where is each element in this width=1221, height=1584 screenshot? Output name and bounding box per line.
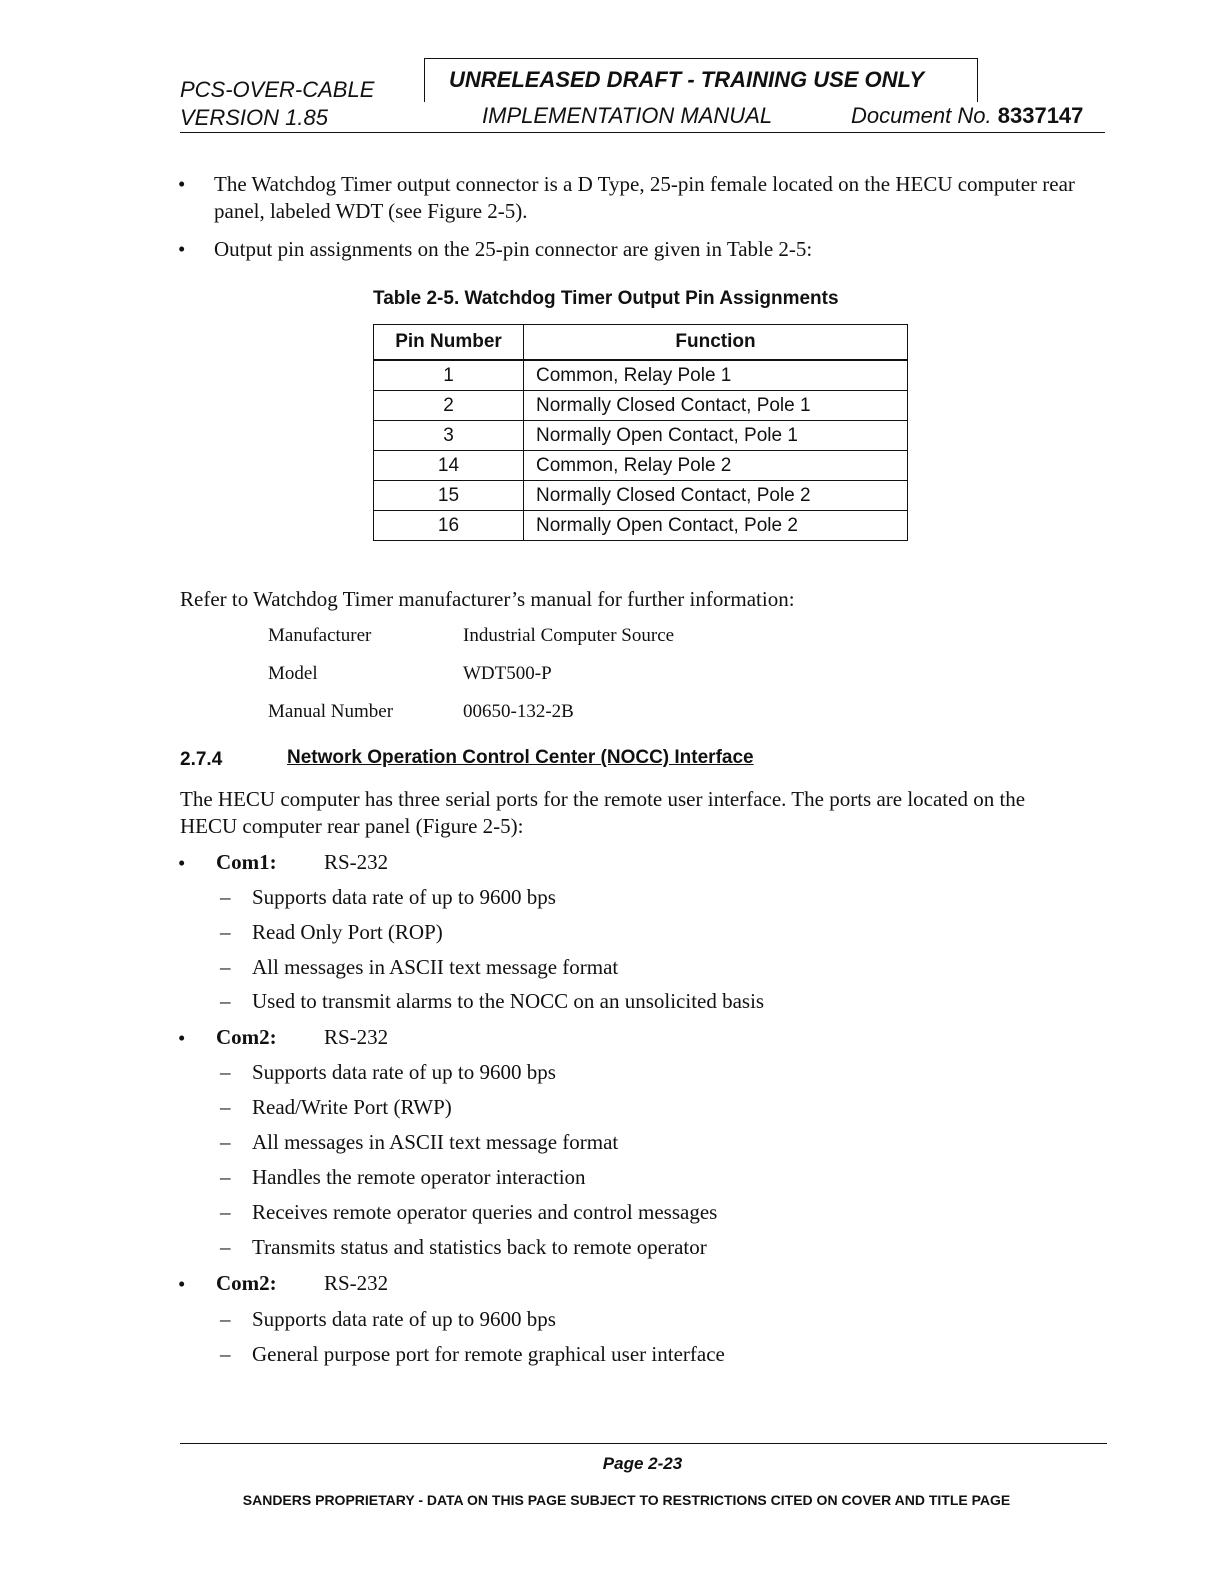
draft-banner <box>424 58 978 102</box>
port-3-type: RS-232 <box>324 1271 389 1295</box>
dash-marker: – <box>220 955 231 979</box>
pin-cell: 3 <box>374 421 524 451</box>
function-cell: Normally Open Contact, Pole 2 <box>524 511 908 541</box>
dash-marker: – <box>220 1235 231 1259</box>
pin-cell: 16 <box>374 511 524 541</box>
port-2-item: Handles the remote operator interaction <box>252 1165 586 1189</box>
dash-marker: – <box>220 1342 231 1366</box>
info-label-model: Model <box>268 663 318 684</box>
header-rule <box>180 132 1105 133</box>
section-title: Network Operation Control Center (NOCC) Interface <box>287 747 754 768</box>
table-row <box>374 391 908 421</box>
pin-assignment-table <box>373 324 908 541</box>
intro-bullet-1: The Watchdog Timer output connector is a D Type, 25-pin female located on the HECU computer rear panel, labeled WDT (see Figure 2-5). <box>214 172 1075 223</box>
header-product-name: PCS-OVER-CABLE <box>180 77 375 102</box>
proprietary-notice: SANDERS PROPRIETARY - DATA ON THIS PAGE SUBJECT TO RESTRICTIONS CITED ON COVER AND TITLE PAGE <box>242 1492 1011 1508</box>
pin-cell: 1 <box>374 360 524 391</box>
pin-cell: 2 <box>374 391 524 421</box>
pin-cell: 15 <box>374 481 524 511</box>
info-value-model: WDT500-P <box>463 663 552 684</box>
port-1-name: Com1 <box>216 850 270 874</box>
dash-marker: – <box>220 1095 231 1119</box>
draft-banner-text: UNRELEASED DRAFT - TRAINING USE ONLY <box>449 67 925 92</box>
function-cell: Common, Relay Pole 2 <box>524 451 908 481</box>
doc-number: 8337147 <box>997 103 1084 128</box>
port-2-item: Read/Write Port (RWP) <box>252 1095 452 1119</box>
function-cell: Normally Open Contact, Pole 1 <box>524 421 908 451</box>
dash-marker: – <box>220 989 231 1013</box>
info-label-manufacturer: Manufacturer <box>268 625 372 646</box>
info-label-manual-number: Manual Number <box>268 701 394 722</box>
doc-label: Document No. <box>851 103 992 128</box>
port-1-item: All messages in ASCII text message format <box>252 955 619 979</box>
function-cell: Common, Relay Pole 1 <box>524 360 908 391</box>
footer-rule <box>180 1443 1107 1444</box>
table-row <box>374 511 908 541</box>
column-header-pin: Pin Number <box>374 325 524 361</box>
bullet-dot: • <box>178 1272 186 1296</box>
port-3-item: Supports data rate of up to 9600 bps <box>252 1307 556 1331</box>
dash-marker: – <box>220 885 231 909</box>
bullet-dot: • <box>178 237 186 261</box>
port-1-type: RS-232 <box>324 850 389 874</box>
function-cell: Normally Closed Contact, Pole 2 <box>524 481 908 511</box>
header-document-number <box>851 103 1083 129</box>
info-value-manufacturer: Industrial Computer Source <box>463 625 675 646</box>
port-2-item: Receives remote operator queries and control messages <box>252 1200 718 1224</box>
function-cell: Normally Closed Contact, Pole 1 <box>524 391 908 421</box>
port-name: Com1: <box>216 850 277 874</box>
section-intro: The HECU computer has three serial ports for the remote user interface. The ports are located on the HECU computer rear panel (Figure 2-5): <box>180 787 1026 838</box>
dash-marker: – <box>220 1307 231 1331</box>
port-1-item: Supports data rate of up to 9600 bps <box>252 885 556 909</box>
refer-text: Refer to Watchdog Timer manufacturer’s manual for further information: <box>180 587 795 611</box>
table-row <box>374 481 908 511</box>
dash-marker: – <box>220 920 231 944</box>
dash-marker: – <box>220 1130 231 1154</box>
section-number: 2.7.4 <box>180 749 223 770</box>
bullet-dot: • <box>178 172 186 196</box>
header-version: VERSION 1.85 <box>180 105 328 130</box>
table-caption: Table 2-5. Watchdog Timer Output Pin Assignments <box>373 288 839 309</box>
table-row <box>374 421 908 451</box>
port-1-item: Read Only Port (ROP) <box>252 920 443 944</box>
table-header-row <box>374 325 908 361</box>
port-2-name: Com2 <box>216 1025 270 1049</box>
header-product <box>180 76 374 132</box>
port-3-name: Com2 <box>216 1271 270 1295</box>
pin-cell: 14 <box>374 451 524 481</box>
port-2-item: Transmits status and statistics back to remote operator <box>252 1235 707 1259</box>
port-3-item: General purpose port for remote graphical user interface <box>252 1342 725 1366</box>
page-number: Page 2-23 <box>602 1454 683 1473</box>
dash-marker: – <box>220 1165 231 1189</box>
port-name: Com2: <box>216 1025 277 1049</box>
header-manual-title: IMPLEMENTATION MANUAL <box>482 103 773 128</box>
table-row <box>374 451 908 481</box>
port-2-item: All messages in ASCII text message format <box>252 1130 619 1154</box>
dash-marker: – <box>220 1060 231 1084</box>
port-2-type: RS-232 <box>324 1025 389 1049</box>
port-2-item: Supports data rate of up to 9600 bps <box>252 1060 556 1084</box>
bullet-dot: • <box>178 851 186 875</box>
table-row <box>374 360 908 391</box>
port-1-item: Used to transmit alarms to the NOCC on an unsolicited basis <box>252 989 765 1013</box>
info-value-manual-number: 00650-132-2B <box>463 701 574 722</box>
dash-marker: – <box>220 1200 231 1224</box>
bullet-dot: • <box>178 1026 186 1050</box>
column-header-function: Function <box>524 325 908 361</box>
intro-bullet-2: Output pin assignments on the 25-pin connector are given in Table 2-5: <box>214 237 813 261</box>
port-name: Com2: <box>216 1271 277 1295</box>
